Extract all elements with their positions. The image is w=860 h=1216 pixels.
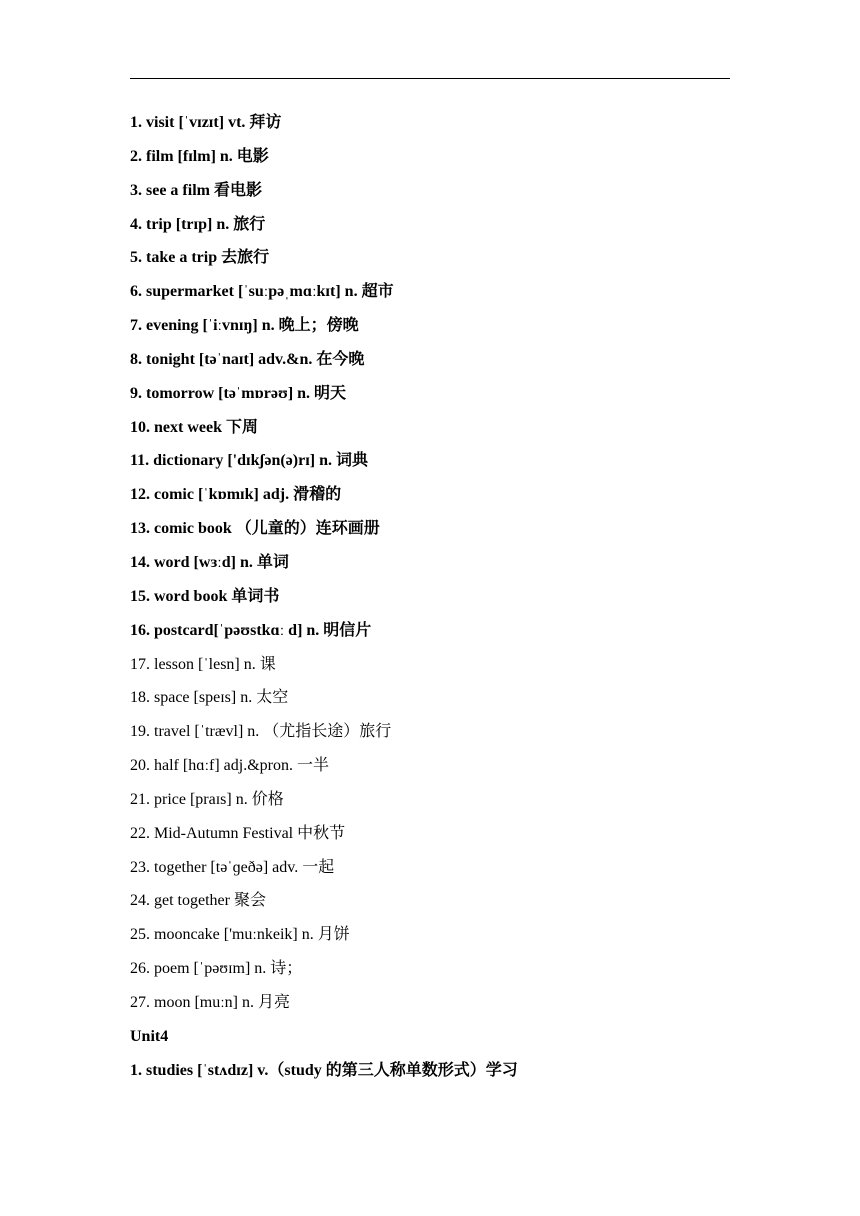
vocab-line: 24. get together 聚会 [130,892,266,910]
vocab-line: 20. half [hɑːf] adj.&pron. 一半 [130,757,329,775]
vocab-line: 2. film [fɪlm] n. 电影 [130,147,269,165]
vocab-line: 7. evening [ˈiːvnɪŋ] n. 晚上；傍晚 [130,317,359,335]
vocab-line: 1. studies [ˈstʌdɪz] v.（study 的第三人称单数形式）学习 [130,1061,518,1079]
header-rule [130,78,730,79]
vocab-line: 9. tomorrow [təˈmɒrəʊ] n. 明天 [130,384,347,402]
vocab-line: 3. see a film 看电影 [130,181,262,199]
vocab-line: 4. trip [trɪp] n. 旅行 [130,215,266,233]
vocab-line: 18. space [speɪs] n. 太空 [130,689,289,707]
vocab-line: 11. dictionary ['dɪkʃən(ə)rɪ] n. 词典 [130,452,369,470]
vocab-line: 16. postcard[ˈpəʊstkɑː d] n. 明信片 [130,621,372,639]
vocab-line: 26. poem [ˈpəʊɪm] n. 诗； [130,960,303,978]
vocab-line: 17. lesson [ˈlesn] n. 课 [130,655,276,673]
vocab-line: 12. comic [ˈkɒmɪk] adj. 滑稽的 [130,486,342,504]
vocabulary-list [130,106,770,1087]
vocab-line: 15. word book 单词书 [130,587,280,605]
vocab-line: 10. next week 下周 [130,418,258,436]
vocab-line: 22. Mid-Autumn Festival 中秋节 [130,824,346,842]
vocab-line: 8. tonight [təˈnaɪt] adv.&n. 在今晚 [130,350,365,368]
vocab-line: 27. moon [muːn] n. 月亮 [130,993,290,1011]
vocab-line: 14. word [wɜːd] n. 单词 [130,553,289,571]
vocab-line: 23. together [təˈɡeðə] adv. 一起 [130,858,335,876]
vocab-line: 25. mooncake ['muːnkeik] n. 月饼 [130,926,350,944]
vocab-line: 19. travel [ˈtrævl] n. （尤指长途）旅行 [130,723,392,741]
vocab-line: 21. price [praɪs] n. 价格 [130,790,284,808]
vocab-line: 1. visit [ˈvɪzɪt] vt. 拜访 [130,114,282,131]
vocab-line: 6. supermarket [ˈsuːpəˌmɑːkɪt] n. 超市 [130,283,394,301]
vocab-line: 13. comic book （儿童的）连环画册 [130,520,380,538]
vocab-line: 5. take a trip 去旅行 [130,249,270,267]
unit-heading: Unit4 [130,1027,169,1045]
